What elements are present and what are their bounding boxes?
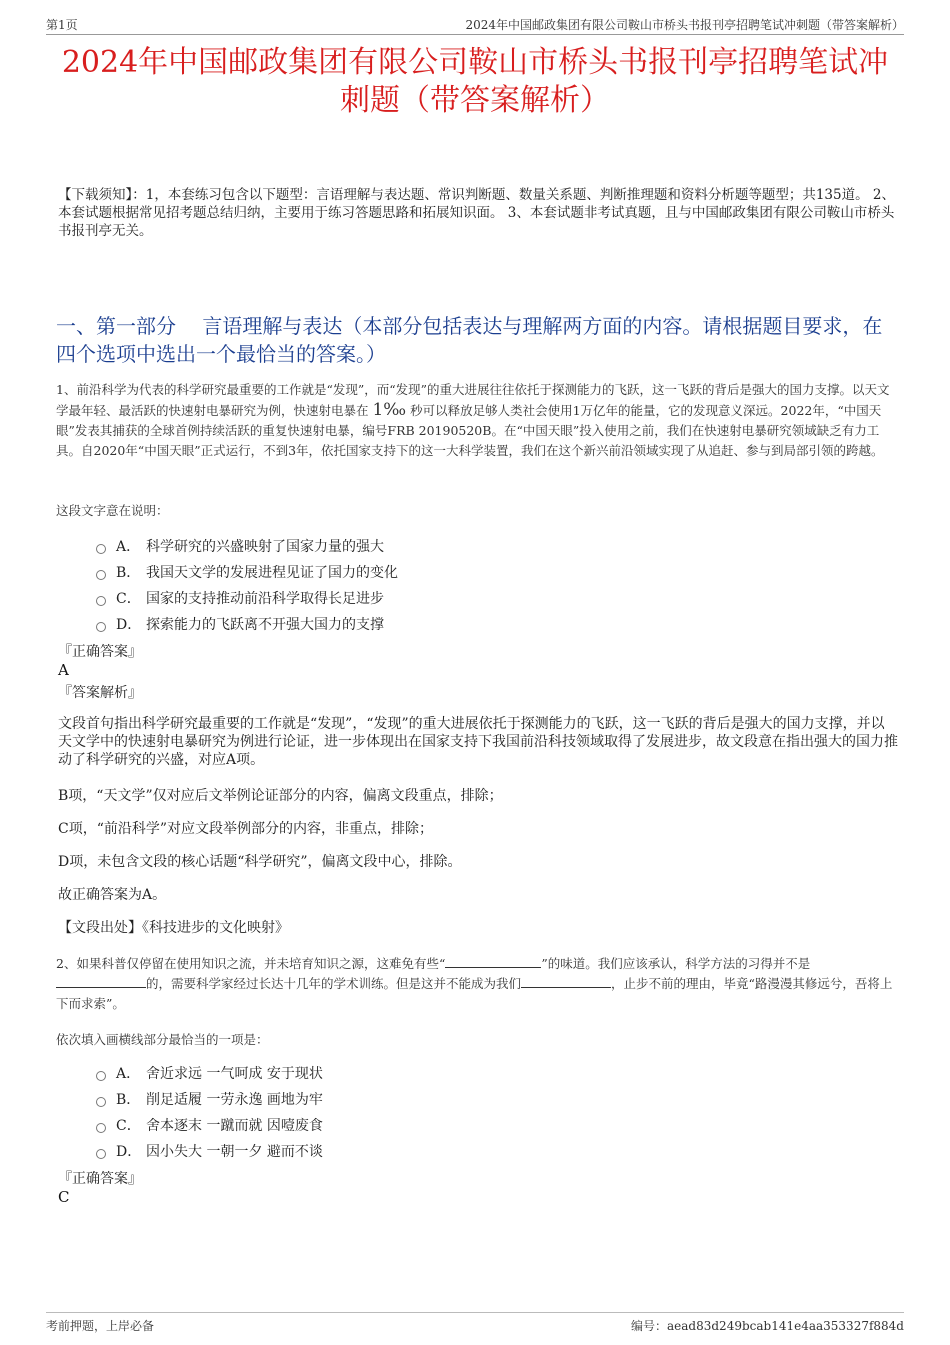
- page-number: 第1页: [46, 18, 78, 32]
- title-line-2: 刺题（带答案解析）: [340, 83, 610, 118]
- q2-option-c[interactable]: C． 舍本逐末 一蹴而就 因噎废食: [96, 1112, 323, 1138]
- question-1-prompt: 这段文字意在说明：: [56, 503, 169, 518]
- download-notice: 【下载须知】：1，本套练习包含以下题型：言语理解与表达题、常识判断题、数量关系题、判断推理题和资料分析题等题型；共135道。 2、本套试题根据常见招考题总结归纳，主要用于练习答题思路和拓展知识面。 3、本套试题非考试真题，且与中国邮政集团有限公司鞍山市桥头书报刊亭无关。: [58, 187, 895, 239]
- q1-percent-symbol: 1‰: [372, 400, 407, 420]
- blank-3: [521, 975, 611, 988]
- title-line-1: 2024年中国邮政集团有限公司鞍山市桥头书报刊亭招聘笔试冲: [61, 45, 889, 80]
- question-1-options: [96, 533, 398, 637]
- q1-answer: A: [58, 661, 69, 679]
- blank-2: [56, 975, 146, 988]
- q2-answer: C: [58, 1188, 70, 1206]
- q1-option-c[interactable]: C． 国家的支持推动前沿科学取得长足进步: [96, 585, 398, 611]
- q2-answer-tag: 『正确答案』: [58, 1171, 142, 1187]
- q1-analysis-d: D项，未包含文段的核心话题“科学研究”，偏离文段中心，排除。: [58, 854, 462, 870]
- question-2-prompt: 依次填入画横线部分最恰当的一项是：: [56, 1032, 269, 1047]
- page-footer: [46, 1312, 904, 1333]
- q2-option-a[interactable]: A． 舍近求远 一气呵成 安于现状: [96, 1060, 323, 1086]
- q2-option-d[interactable]: D． 因小失大 一朝一夕 避而不谈: [96, 1138, 323, 1164]
- q1-option-a[interactable]: A． 科学研究的兴盛映射了国家力量的强大: [96, 533, 398, 559]
- document-title: [46, 44, 904, 120]
- radio-icon[interactable]: [96, 596, 106, 606]
- q2-option-b[interactable]: B． 削足适履 一劳永逸 画地为牢: [96, 1086, 323, 1112]
- q1-analysis-tag: 『答案解析』: [58, 685, 142, 701]
- question-2-text: 2、如果科普仅停留在使用知识之流，并未培育知识之源，这难免有些“ ”的味道。我们应该承认，科学方法的习得并不是 的，需要科学家经过长达十几年的学术训练。但是这并不能成为我们 ，止步不前的理由，毕竟“路漫漫其修远兮，吾将上下而求索”。: [56, 956, 893, 1011]
- q1-analysis-c: C项，“前沿科学”对应文段举例部分的内容，非重点，排除；: [58, 821, 434, 837]
- q1-analysis-paragraph: 文段首句指出科学研究最重要的工作就是“发现”，“发现”的重大进展依托于探测能力的飞跃，这一飞跃的背后是强大的国力支撑，并以天文学中的快速射电暴研究为例进行论证，进一步体现出在国家支持下我国前沿科技领域取得了发展进步，故文段意在指出强大的国力推动了科学研究的兴盛，对应A项。: [58, 716, 898, 768]
- q1-text-part-a: 1、前沿科学为代表的科学研究最重要的工作就是“发现”，而“发现”的重大进展往往依托于探测能力的飞跃，这一飞跃的背后是强大的国力支撑。以天文学最年轻、最活跃的快速射电暴研究为例，快速射电暴在: [56, 382, 890, 418]
- radio-icon[interactable]: [96, 1097, 106, 1107]
- q1-text-part-b: 秒可以释放足够人类社会使用1万亿年的能量，它的发现意义深远。2022年，“中国天眼”发表其捕获的全球首例持续活跃的重复快速射电暴，编号FRB 20190520B。在“中国天眼”投入使用之前，我们在快速射电暴研究领域缺乏有力工具。自2020年“中国天眼”正式运行，不到3年，依托国家支持下的这一大科学装置，我们在这个新兴前沿领域实现了从追赶、参与到局部引领的跨越。: [56, 403, 884, 458]
- radio-icon[interactable]: [96, 570, 106, 580]
- radio-icon[interactable]: [96, 1123, 106, 1133]
- q1-option-b[interactable]: B． 我国天文学的发展进程见证了国力的变化: [96, 559, 398, 585]
- radio-icon[interactable]: [96, 544, 106, 554]
- q1-source: 【文段出处】《科技进步的文化映射》: [58, 920, 289, 936]
- footer-doc-id: 编号：aead83d249bcab141e4aa353327f884d: [631, 1319, 904, 1333]
- radio-icon[interactable]: [96, 1149, 106, 1159]
- blank-1: [445, 955, 541, 968]
- q1-answer-tag: 『正确答案』: [58, 644, 142, 660]
- section-heading: 一、第一部分 言语理解与表达（本部分包括表达与理解两方面的内容。请根据题目要求，在四个选项中选出一个最恰当的答案。）: [56, 314, 883, 366]
- header-doc-title: 2024年中国邮政集团有限公司鞍山市桥头书报刊亭招聘笔试冲刺题（带答案解析）: [465, 18, 904, 32]
- q1-option-d[interactable]: D． 探索能力的飞跃离不开强大国力的支撑: [96, 611, 398, 637]
- radio-icon[interactable]: [96, 1071, 106, 1081]
- q1-analysis-b: B项，“天文学”仅对应后文举例论证部分的内容，偏离文段重点，排除；: [58, 788, 503, 804]
- q1-analysis-conclusion: 故正确答案为A。: [58, 887, 167, 903]
- question-1-text: [56, 380, 896, 461]
- question-2-options: [96, 1060, 323, 1164]
- footer-slogan: 考前押题，上岸必备: [46, 1319, 155, 1333]
- radio-icon[interactable]: [96, 622, 106, 632]
- page-header: [46, 14, 904, 35]
